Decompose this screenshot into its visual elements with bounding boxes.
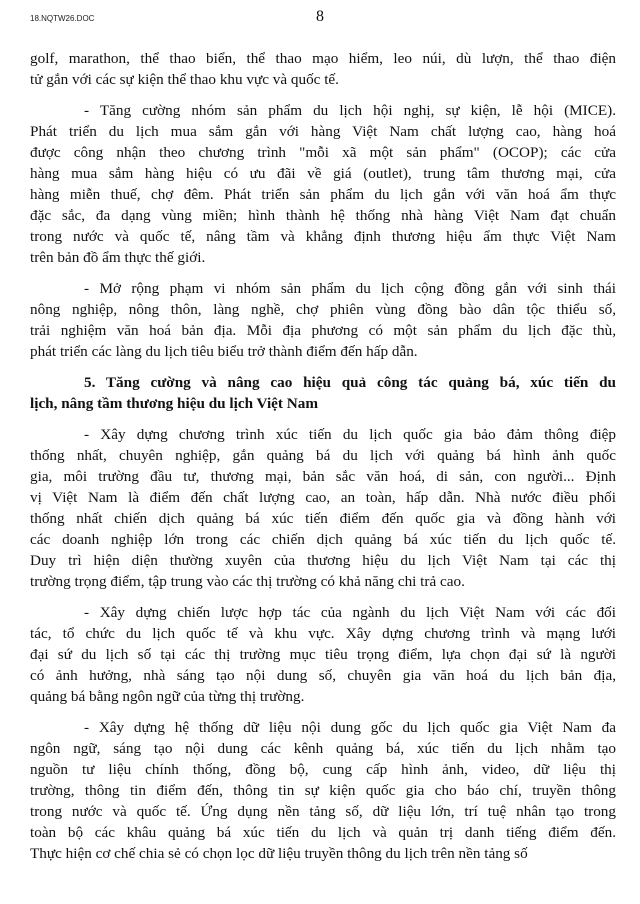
paragraph <box>30 100 616 268</box>
text-line: - Xây dựng hệ thống dữ liệu nội dung gốc du lịch quốc gia Việt Nam đa <box>84 719 616 736</box>
text-line: đại sứ du lịch số tại các thị trường mục tiêu trọng điểm, lựa chọn đại sứ là người <box>30 646 616 663</box>
text-line: thống nhất chiến dịch quảng bá xúc tiến điểm đến quốc gia và đồng hành với <box>30 510 616 527</box>
text-line: tác, tổ chức du lịch quốc tế và khu vực. Xây dựng chương trình và mạng lưới <box>30 625 616 642</box>
document-body <box>30 48 616 874</box>
text-line: trong nước và quốc tế. Ứng dụng nền tảng số, dữ liệu lớn, trí tuệ nhân tạo trong <box>30 803 616 820</box>
text-line: vị Việt Nam là điểm đến chất lượng cao, an toàn, hấp dẫn. Nhà nước điều phối <box>30 489 616 506</box>
paragraph <box>30 48 616 90</box>
text-line: 5. Tăng cường và nâng cao hiệu quả công tác quảng bá, xúc tiến du <box>84 374 616 391</box>
text-line: Duy trì hiện diện thường xuyên của thương hiệu du lịch Việt Nam tại các thị <box>30 552 616 569</box>
text-line: trong nước và quốc tế, nâng tầm và khẳng định thương hiệu ẩm thực Việt Nam <box>30 228 616 245</box>
text-line: trường trọng điểm, tập trung vào các thị trường có khả năng chi trả cao. <box>30 573 465 590</box>
text-line: các doanh nghiệp lớn trong các chiến dịch quảng bá xúc tiến du lịch quốc tế. <box>30 531 616 548</box>
page-number: 8 <box>316 8 324 25</box>
text-line: trải nghiệm văn hoá bản địa. Mỗi địa phương có một sản phẩm du lịch đặc thù, <box>30 322 616 339</box>
paragraph <box>30 602 616 707</box>
paragraph <box>30 278 616 362</box>
text-line: lịch, nâng tầm thương hiệu du lịch Việt Nam <box>30 395 318 412</box>
text-line: - Xây dựng chương trình xúc tiến du lịch quốc gia bảo đảm thông điệp <box>84 426 616 443</box>
text-line: hàng mua sắm hàng hiệu có ưu đãi về giá (outlet), trung tâm thương mại, cửa <box>30 165 616 182</box>
text-line: tử gắn với các sự kiện thể thao khu vực và quốc tế. <box>30 71 339 88</box>
text-line: - Mở rộng phạm vi nhóm sản phẩm du lịch cộng đồng gắn với sinh thái <box>84 280 616 297</box>
text-line: trên bản đồ ẩm thực thế giới. <box>30 249 206 266</box>
section-heading <box>30 372 616 414</box>
text-line: thống nhất, chuyên nghiệp, gắn quảng bá du lịch với quảng bá hình ảnh quốc <box>30 447 616 464</box>
text-line: - Xây dựng chiến lược hợp tác của ngành du lịch Việt Nam với các đối <box>84 604 616 621</box>
text-line: golf, marathon, thể thao biển, thể thao mạo hiểm, leo núi, dù lượn, thể thao điện <box>30 50 616 67</box>
paragraph <box>30 424 616 592</box>
text-line: toàn bộ các khâu quảng bá xúc tiến du lịch và quản trị danh tiếng điểm đến. <box>30 824 616 841</box>
text-line: gia, môi trường đầu tư, thương mại, bản sắc văn hoá, di sản, con người... Định <box>30 468 616 485</box>
text-line: nông nghiệp, nông thôn, làng nghề, chợ phiên vùng đồng bào dân tộc thiểu số, <box>30 301 616 318</box>
text-line: trường, thông tin điểm đến, thông tin sự kiện quốc gia cho báo chí, truyền thông <box>30 782 616 799</box>
text-line: có ảnh hưởng, nhà sáng tạo nội dung số, chuyên gia văn hoá du lịch bản địa, <box>30 667 616 684</box>
text-line: đặc sắc, đa dạng vùng miền; hình thành hệ thống nhà hàng Việt Nam đạt chuẩn <box>30 207 616 224</box>
text-line: nguồn tư liệu chính thống, đồng bộ, cung cấp hình ảnh, video, dữ liệu thị <box>30 761 616 778</box>
text-line: - Tăng cường nhóm sản phẩm du lịch hội nghị, sự kiện, lễ hội (MICE). <box>84 102 616 119</box>
text-line: hàng miễn thuế, chợ đêm. Phát triển sản phẩm du lịch gắn với văn hoá ẩm thực <box>30 186 616 203</box>
text-line: quảng bá bằng ngôn ngữ của từng thị trường. <box>30 688 305 705</box>
text-line: được công nhận theo chương trình "mỗi xã một sản phẩm" (OCOP); các cửa <box>30 144 616 161</box>
document-code: 18.NQTW26.DOC <box>30 14 95 23</box>
paragraph <box>30 717 616 864</box>
text-line: phát triển các làng du lịch tiêu biểu trở thành điểm đến hấp dẫn. <box>30 343 418 360</box>
text-line: ngôn ngữ, sáng tạo nội dung các kênh quảng bá, xúc tiến du lịch nhằm tạo <box>30 740 616 757</box>
text-line: Thực hiện cơ chế chia sẻ có chọn lọc dữ liệu truyền thông du lịch trên nền tảng số <box>30 845 528 862</box>
text-line: Phát triển du lịch mua sắm gắn với hàng Việt Nam chất lượng cao, hàng hoá <box>30 123 616 140</box>
